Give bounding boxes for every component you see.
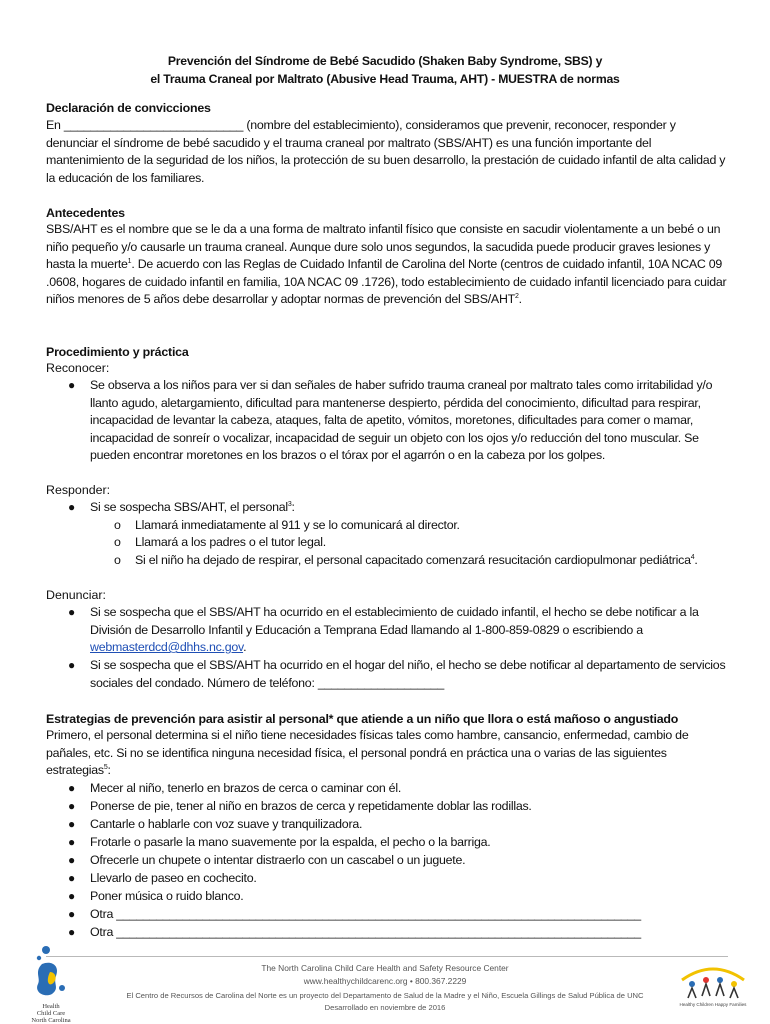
strategy-item: Poner música o ruido blanco.: [90, 889, 244, 903]
footnote-ref-2: 2: [514, 292, 519, 300]
bullet-icon: ●: [68, 889, 76, 903]
responder-sub-item: Llamará inmediatamente al 911 y se lo comunicará al director.: [135, 518, 460, 532]
footer-org-name: The North Carolina Child Care Health and Safety Resource Center: [261, 963, 509, 973]
responder-sub-item: Llamará a los padres o el tutor legal.: [135, 535, 326, 549]
bullet-icon: ●: [68, 835, 76, 849]
logo-right-caption: Healthy Children Happy Families: [679, 1002, 747, 1007]
strategy-item: Ponerse de pie, tener al niño en brazos de cerca y repetidamente doblar las rodillas.: [90, 799, 532, 813]
email-link[interactable]: webmasterdcd@dhhs.nc.gov: [90, 640, 244, 654]
footer-date: Desarrollado en noviembre de 2016: [324, 1003, 446, 1012]
bullet-icon: ●: [68, 817, 76, 831]
responder-item: Si se sospecha SBS/AHT, el personal$^3$:: [90, 500, 295, 514]
footer-contact: www.healthychildcarenc.org • 800.367.2229: [303, 976, 467, 986]
sub-bullet-icon: o: [114, 553, 121, 567]
footnote-ref-3: 3: [287, 500, 292, 508]
sub-bullet-icon: o: [114, 518, 121, 532]
responder-sub-item: Si el niño ha dejado de respirar, el personal capacitado comenzará resucitación cardiopulmonar pediátrica$^4$.: [135, 553, 698, 567]
strategy-item-other: Otra _______________________________________________________________________________: [90, 925, 641, 939]
strategy-item: Llevarlo de paseo en cochecito.: [90, 871, 257, 885]
bullet-icon: ●: [68, 781, 76, 795]
denunciar-item-2: Si se sospecha que el SBS/AHT ha ocurrido en el hogar del niño, el hecho se debe notificar al departamento de servicios sociales del condado. Número de teléfono: ___________________: [90, 658, 726, 690]
bullet-icon: ●: [68, 500, 76, 514]
document-title-line-1: Prevención del Síndrome de Bebé Sacudido (Shaken Baby Syndrome, SBS) y: [167, 54, 603, 68]
logo-left-caption: Health Child Care North Carolina: [31, 1003, 71, 1024]
bullet-icon: ●: [68, 853, 76, 867]
denunciar-item-1: Si se sospecha que el SBS/AHT ha ocurrido en el establecimiento de cuidado infantil, el hecho se debe notificar a la División de Desarrollo Infantil y Educación a Temprana Edad llamando al 1-800-859-0829 o escribiendo a webmasterdcd@dhhs.nc.gov.: [90, 605, 699, 654]
paragraph-declaracion: En ___________________________ (nombre del establecimiento), consideramos que prevenir, reconocer, responder y denunciar el síndrome de bebé sacudido y el trauma craneal por maltrato (SBS/AHT) es una función importante del mantenimiento de la seguridad de los niños, la protección de su buen desarrollo, la prestación de cuidado infantil de alta calidad y la educación de los familiares.: [46, 118, 726, 185]
bullet-icon: ●: [68, 378, 76, 392]
document-title-line-2: el Trauma Craneal por Maltrato (Abusive Head Trauma, AHT) - MUESTRA de normas: [150, 72, 620, 86]
health-child-care-nc-logo: [26, 942, 76, 1024]
paragraph-estrategias-intro: Primero, el personal determina si el niño tiene necesidades físicas tales como hambre, cansancio, enfermedad, cambio de pañales, etc. Si no se identifica ninguna necesidad física, el personal pondrá en práctica una o varias de las siguientes estrategias$^5$:: [46, 728, 689, 777]
footnote-ref-5: 5: [103, 763, 108, 771]
footnote-ref-1: 1: [127, 257, 132, 265]
bullet-icon: ●: [68, 871, 76, 885]
heading-estrategias: Estrategias de prevención para asistir al personal* que atiende a un niño que llora o está mañoso o angustiado: [46, 712, 679, 726]
heading-procedimiento: Procedimiento y práctica: [46, 345, 189, 359]
footer-divider: [46, 956, 728, 957]
footer-project-note: El Centro de Recursos de Carolina del Norte es un proyecto del Departamento de Salud de la Madre y el Niño, Escuela Gillings de Salud Pública de UNC: [126, 991, 644, 1000]
footnote-ref-4: 4: [690, 553, 695, 561]
strategy-item: Frotarle o pasarle la mano suavemente por la espalda, el pecho o la barriga.: [90, 835, 491, 849]
bullet-icon: ●: [68, 799, 76, 813]
strategy-item: Cantarle o hablarle con voz suave y tranquilizadora.: [90, 817, 363, 831]
strategy-item: Mecer al niño, tenerlo en brazos de cerca o caminar con él.: [90, 781, 402, 795]
heading-declaracion: Declaración de convicciones: [46, 101, 211, 115]
sub-bullet-icon: o: [114, 535, 121, 549]
strategy-item-other: Otra _______________________________________________________________________________: [90, 907, 641, 921]
bullet-icon: ●: [68, 658, 76, 672]
label-reconocer: Reconocer:: [46, 361, 110, 375]
label-denunciar: Denunciar:: [46, 588, 106, 602]
heading-antecedentes: Antecedentes: [46, 206, 125, 220]
healthy-children-happy-families-logo: [676, 960, 750, 1012]
bullet-icon: ●: [68, 605, 76, 619]
reconocer-item: Se observa a los niños para ver si dan señales de haber sufrido trauma craneal por maltrato tales como irritabilidad y/o llanto agudo, aletargamiento, dificultad para mantenerse despierto, pérdida del conocimiento, dificultad para respirar, incapacidad de levantar la cabeza, ataques, falta de apetito, vómitos, moretones, dificultades para comer o mamar, incapacidad de sonreír o vocalizar, incapacidad de seguir un objeto con los ojos y/o reducción del tono muscular. Se pueden encontrar moretones en los brazos o el tórax por el agarrón o en la cabeza por los golpes.: [90, 378, 713, 462]
paragraph-antecedentes: SBS/AHT es el nombre que se le da a una forma de maltrato infantil físico que consiste en sacudir violentamente a un bebé o un niño pequeño y/o causarle un trauma craneal. Aunque dure solo unos segundos, la sacudida puede producir graves lesiones y hasta la muerte$^1$. De acuerdo con las Reglas de Cuidado Infantil de Carolina del Norte (centros de cuidado infantil, 10A NCAC 09 .0608, hogares de cuidado infantil en familia, 10A NCAC 09 .1726), todo establecimiento de cuidado infantil licenciado para cuidar niños menores de 5 años debe desarrollar y adoptar normas de prevención del SBS/AHT$^2$.: [46, 222, 727, 306]
strategy-item: Ofrecerle un chupete o intentar distraerlo con un cascabel o un juguete.: [90, 853, 466, 867]
label-responder: Responder:: [46, 483, 111, 497]
bullet-icon: ●: [68, 907, 76, 921]
nc-child-figure-icon: [26, 942, 76, 998]
bullet-icon: ●: [68, 925, 76, 939]
